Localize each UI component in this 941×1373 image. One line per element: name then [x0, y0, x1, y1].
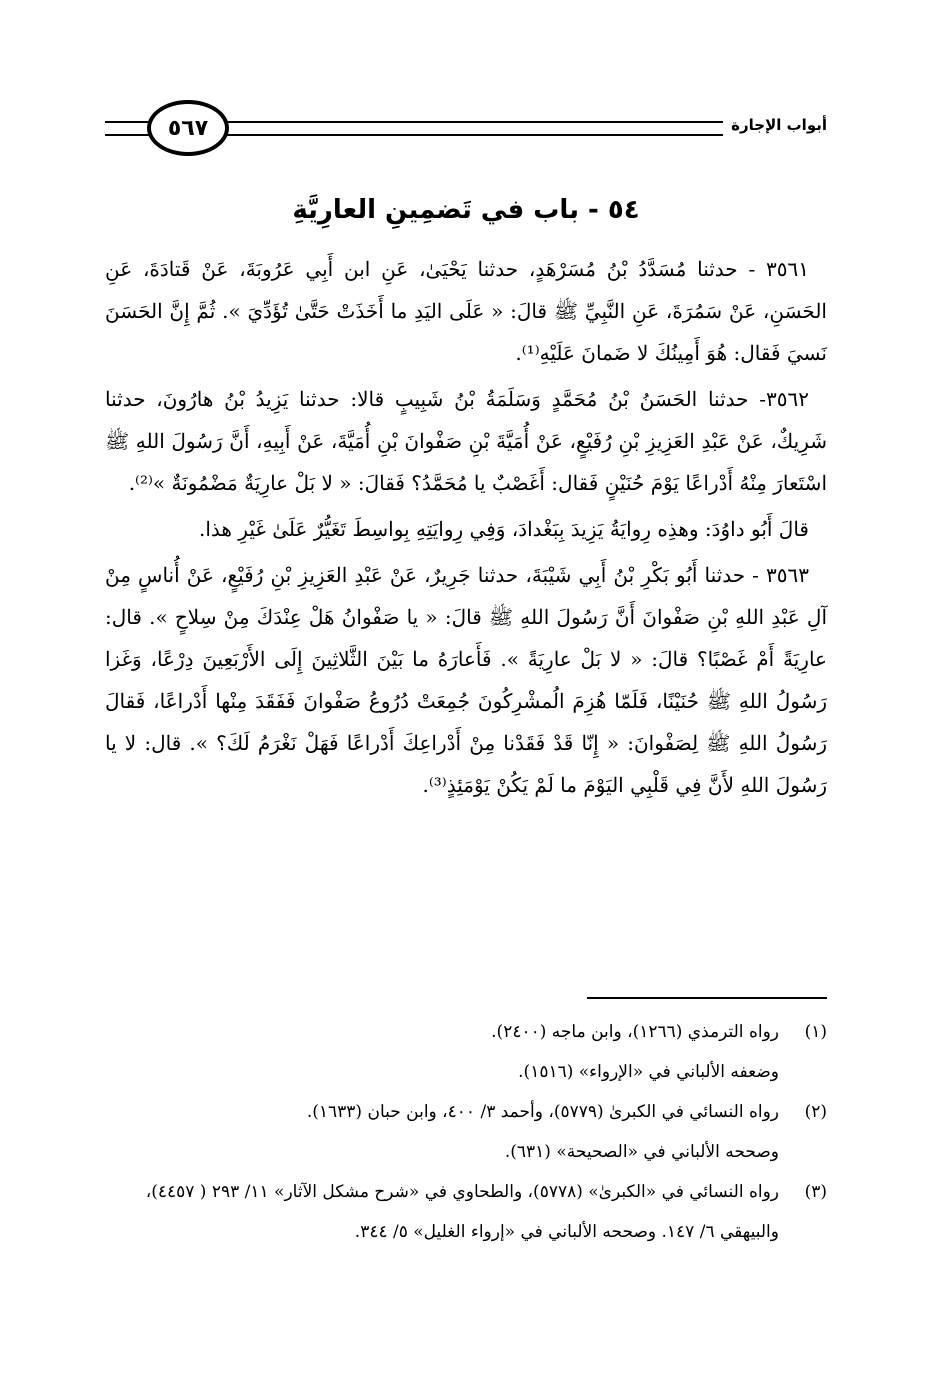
hadith-paragraph: ٣٥٦٣ - حدثنا أَبُو بَكْرِ بْنُ أَبِي شَيْبَةَ، حدثنا جَرِيرٌ، عَنْ عَبْدِ العَزِيزِ بْنِ رُفَيْعٍ، عَنْ أُناسٍ مِنْ آلِ عَبْدِ اللهِ بْنِ صَفْوانَ أَنَّ رَسُولَ اللهِ ﷺ قالَ: « يا صَفْوانُ هَلْ عِنْدَكَ مِنْ سِلاحٍ ». قال: عارِيَةً أَمْ غَصْبًا؟ قالَ: « لا بَلْ عارِيَةً ». فَأَعارَهُ ما بَيْنَ الثَّلاثِينَ إِلَى الأَرْبَعِينَ دِرْعًا، وَغَزا رَسُولُ اللهِ ﷺ حُنَيْنًا، فَلَمّا هُزِمَ الُمشْرِكُونَ جُمِعَتْ دُرُوعُ صَفْوانَ فَفَقَدَ مِنْها أَدْراعًا، فَقالَ رَسُولُ اللهِ ﷺ لِصَفْوانَ: « إِنّا قَدْ فَقَدْنا مِنْ أَدْراعِكَ أَدْراعًا فَهَلْ نَغْرَمُ لَكَ؟ ». قال: لا يا رَسُولَ اللهِ لأَنَّ فِي قَلْبِي اليَوْمَ ما لَمْ يَكُنْ يَوْمَئِذٍ⁽³⁾.	[105, 563, 827, 797]
page-number-badge	[147, 100, 229, 156]
footnote-number: (٢)	[804, 1102, 827, 1122]
page-number: ٥٦٧	[167, 115, 209, 141]
footnote-continuation: وضعفه الألباني في «الإرواء» (١٥١٦).	[518, 1062, 779, 1082]
footnote-separator	[587, 997, 827, 999]
comment-paragraph: قالَ أَبُو داوُدَ: وهذِه رِوايَةُ يَزِيدَ بِبَغْدادَ، وَفِي رِوايَتِهِ بِواسِطَ تَغَيُّرٌ عَلَىٰ غَيْرِ هذا.	[198, 517, 809, 541]
footnote-text: رواه النسائي في «الكبرىٰ» (٥٧٧٨)، والطحاوي في «شرح مشكل الآثار» ١١/ ٢٩٣ ( ٤٤٥٧)، والبيهقي ٦/ ١٤٧. وصححه الألباني في «إرواء الغليل» ٥/ ٣٤٤.	[145, 1182, 779, 1242]
chapter-title: ٥٤ - باب في تَضمِينِ العارِيَّةِ	[292, 195, 640, 225]
hadith-paragraph: ٣٥٦٢- حدثنا الحَسَنُ بْنُ مُحَمَّدٍ وَسَلَمَةُ بْنُ شَبِيبٍ قالا: حدثنا يَزِيدُ بْنُ هارُونَ، حدثنا شَرِيكٌ، عَنْ عَبْدِ العَزِيزِ بْنِ رُفَيْعٍ، عَنْ أُمَيَّةَ بْنِ صَفْوانَ بْنِ أُمَيَّةَ، عَنْ أَبِيهِ، أَنَّ رَسُولَ اللهِ ﷺ اسْتَعارَ مِنْهُ أَدْراعًا يَوْمَ حُنَيْنٍ فَقال: أَغَصْبٌ يا مُحَمَّدُ؟ فَقالَ: « لا بَلْ عارِيَةٌ مَضْمُونَةٌ »⁽²⁾.	[105, 387, 827, 495]
running-title: أبواب الإجارة	[723, 114, 827, 136]
footnote-item	[100, 1012, 827, 1052]
page-header	[105, 100, 827, 160]
footnotes	[100, 1012, 827, 1252]
footnote-text: رواه الترمذي (١٢٦٦)، وابن ماجه (٢٤٠٠).	[491, 1022, 779, 1042]
body-text	[105, 248, 827, 810]
hadith-paragraph: ٣٥٦١ - حدثنا مُسَدَّدُ بْنُ مُسَرْهَدٍ، حدثنا يَحْيَىٰ، عَنِ ابن أَبِي عَرُوبَةَ، عَنْ قَتادَةَ، عَنِ الحَسَنِ، عَنْ سَمُرَةَ، عَنِ النَّبِيِّ ﷺ قالَ: « عَلَى اليَدِ ما أَخَذَتْ حَتَّىٰ تُؤَدِّيَ ». ثُمَّ إِنَّ الحَسَنَ نَسيَ فَقال: هُوَ أَمِينُكَ لا ضَمانَ عَلَيْهِ⁽¹⁾.	[105, 257, 827, 365]
footnote-number: (٣)	[804, 1182, 827, 1202]
footnote-number: (١)	[804, 1022, 827, 1042]
footnote-item	[100, 1172, 827, 1252]
footnote-text: رواه النسائي في الكبرىٰ (٥٧٧٩)، وأحمد ٣/ ٤٠٠، وابن حبان (١٦٣٣).	[306, 1102, 779, 1122]
footnote-continuation: وصححه الألباني في «الصحيحة» (٦٣١).	[504, 1142, 779, 1162]
footnote-item	[100, 1092, 827, 1132]
